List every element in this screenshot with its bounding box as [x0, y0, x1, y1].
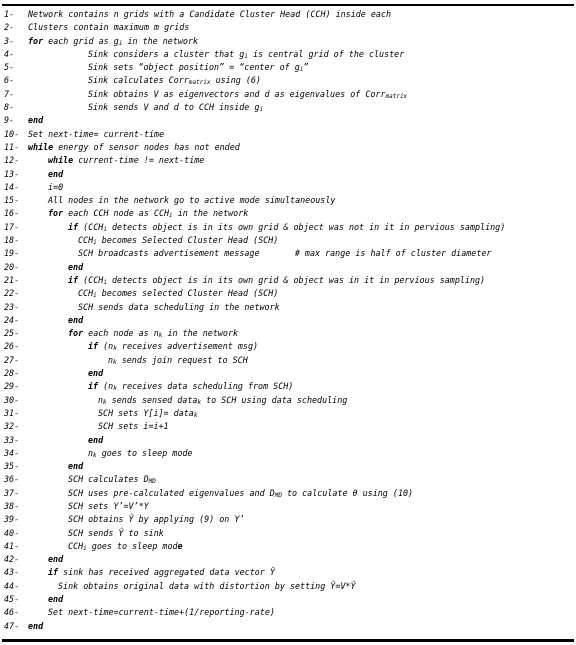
text-segment: in the network — [162, 328, 239, 339]
line-number: 11- — [4, 141, 20, 152]
line-text — [68, 473, 156, 486]
code-line — [4, 367, 572, 380]
line-number: 42- — [4, 554, 20, 565]
line-number: 4- — [4, 48, 15, 59]
subscript: i — [103, 225, 107, 233]
line-text — [68, 487, 413, 500]
line-text — [98, 420, 169, 433]
text-segment: to SCH using data scheduling — [201, 394, 348, 405]
keyword: if — [68, 221, 79, 232]
text-segment: n — [108, 354, 114, 365]
line-text — [68, 261, 83, 274]
line-number: 10- — [4, 128, 20, 139]
line-text — [98, 407, 197, 420]
line-text — [88, 61, 308, 74]
code-lines — [4, 8, 572, 633]
code-line — [4, 48, 572, 61]
text-segment: SCH sends Ŷ to sink — [68, 527, 164, 538]
text-segment: in the network — [122, 35, 199, 46]
line-text — [48, 606, 275, 619]
text-segment: SCH broadcasts advertisement message # max range is half of cluster diameter — [78, 248, 492, 259]
code-line — [4, 234, 572, 247]
line-text — [88, 74, 261, 87]
code-line — [4, 154, 572, 167]
line-number: 36- — [4, 474, 20, 485]
text-segment: Clusters contain maximum m grids — [28, 22, 190, 33]
line-text — [78, 234, 278, 247]
line-number: 43- — [4, 567, 20, 578]
code-line — [4, 247, 572, 260]
code-line — [4, 327, 572, 340]
line-text — [68, 540, 183, 553]
subscript: MD — [148, 478, 156, 486]
keyword: end — [68, 261, 84, 272]
line-number: 21- — [4, 274, 20, 285]
code-line — [4, 88, 572, 101]
line-number: 27- — [4, 354, 20, 365]
text-segment: sends join request to SCH — [116, 354, 248, 365]
text-segment: (CCH — [78, 274, 104, 285]
line-text — [48, 154, 204, 167]
line-number: 16- — [4, 208, 20, 219]
text-segment: SCH uses pre-calculated eigenvalues and D — [68, 487, 275, 498]
line-text — [48, 168, 63, 181]
text-segment: sink has received aggregated data vector Ŷ — [58, 567, 275, 578]
line-text — [88, 367, 103, 380]
code-line — [4, 194, 572, 207]
subscript: matrix — [385, 92, 408, 100]
line-number: 14- — [4, 181, 20, 192]
line-number: 13- — [4, 168, 20, 179]
line-text — [78, 301, 280, 314]
code-line — [4, 8, 572, 21]
text-segment: detects object is in its own grid & object was in it in pervious sampling) — [106, 274, 486, 285]
line-number: 1- — [4, 9, 15, 19]
line-number: 20- — [4, 261, 20, 272]
line-number: 46- — [4, 607, 20, 618]
text-segment: Set next-time= current-time — [28, 128, 165, 139]
line-text — [48, 194, 335, 207]
line-number: 35- — [4, 461, 20, 472]
line-number: 37- — [4, 487, 20, 498]
text-segment: SCH sets i=i+1 — [98, 421, 169, 432]
line-text — [88, 101, 263, 114]
code-line — [4, 354, 572, 367]
keyword: if — [48, 567, 59, 578]
code-line — [4, 407, 572, 420]
code-line — [4, 500, 572, 513]
subscript: k — [113, 385, 117, 393]
line-number: 5- — [4, 62, 15, 73]
text-segment: goes to sleep mode — [96, 447, 193, 458]
line-text — [28, 128, 164, 141]
line-number: 23- — [4, 301, 20, 312]
text-segment: SCH sends data scheduling in the network — [78, 301, 280, 312]
line-number: 3- — [4, 35, 15, 46]
line-text — [28, 114, 43, 127]
code-line — [4, 128, 572, 141]
text-segment: CCH — [78, 235, 94, 246]
line-number: 38- — [4, 500, 20, 511]
text-segment: is central grid of the cluster — [247, 48, 405, 59]
line-text — [78, 287, 278, 300]
text-segment: using (6) — [210, 75, 261, 86]
keyword: end — [68, 314, 84, 325]
subscript: i — [299, 66, 304, 74]
code-line — [4, 287, 572, 300]
line-text — [48, 181, 63, 194]
text-segment: SCH sets Y[i]= data — [98, 407, 194, 418]
code-line — [4, 447, 572, 460]
code-line — [4, 434, 572, 447]
subscript: i — [169, 212, 173, 220]
line-text — [108, 354, 248, 367]
code-line — [4, 380, 572, 393]
line-number: 40- — [4, 527, 20, 538]
keyword: e — [177, 540, 183, 551]
line-text — [88, 48, 404, 61]
keyword: if — [88, 341, 99, 352]
code-line — [4, 261, 572, 274]
text-segment: Network contains n grids with a Candidate Cluster Head (CCH) inside each — [28, 9, 392, 19]
subscript: MD — [274, 491, 282, 499]
text-segment: SCH calculates D — [68, 474, 149, 485]
code-line — [4, 620, 572, 633]
code-line — [4, 527, 572, 540]
code-line — [4, 74, 572, 87]
line-number: 33- — [4, 434, 20, 445]
line-number: 31- — [4, 407, 20, 418]
code-line — [4, 540, 572, 553]
code-line — [4, 101, 572, 114]
line-number: 26- — [4, 341, 20, 352]
text-segment: goes to sleep mod — [86, 540, 178, 551]
code-line — [4, 314, 572, 327]
subscript: k — [113, 345, 117, 353]
text-segment: becomes selected Cluster Head (SCH) — [96, 288, 279, 299]
keyword: end — [88, 368, 104, 379]
line-number: 32- — [4, 421, 20, 432]
keyword: for — [28, 35, 44, 46]
text-segment: sends sensed data — [106, 394, 198, 405]
subscript: i — [93, 239, 97, 247]
line-text — [68, 327, 238, 340]
line-number: 45- — [4, 594, 20, 605]
text-segment: each node as n — [83, 328, 159, 339]
code-line — [4, 340, 572, 353]
bottom-rule — [2, 639, 574, 642]
code-line — [4, 274, 572, 287]
subscript: i — [244, 52, 248, 60]
subscript: k — [103, 398, 107, 406]
line-text — [88, 434, 103, 447]
code-line — [4, 61, 572, 74]
line-number: 34- — [4, 447, 20, 458]
line-number: 2- — [4, 22, 15, 33]
line-text — [68, 500, 149, 513]
text-segment: Sink obtains V as eigenvectors and d as eigenvalues of Corr — [88, 88, 386, 99]
text-segment: in the network — [172, 208, 249, 219]
algorithm-listing — [2, 0, 574, 645]
line-text — [98, 394, 347, 407]
code-line — [4, 460, 572, 473]
code-line — [4, 593, 572, 606]
code-line — [4, 181, 572, 194]
line-number: 25- — [4, 328, 20, 339]
line-number: 44- — [4, 580, 20, 591]
subscript: i — [259, 106, 264, 114]
line-text — [68, 221, 505, 234]
code-line — [4, 301, 572, 314]
text-segment: (n — [98, 341, 114, 352]
text-segment: receives advertisement msg) — [116, 341, 259, 352]
subscript: i — [83, 544, 87, 552]
code-line — [4, 221, 572, 234]
line-number: 22- — [4, 288, 20, 299]
text-segment: n — [98, 394, 104, 405]
line-text — [88, 447, 192, 460]
subscript: k — [113, 358, 117, 366]
subscript: k — [158, 332, 163, 340]
code-line — [4, 553, 572, 566]
subscript: i — [118, 39, 123, 47]
text-segment: Set next-time=current-time+(1/reporting-rate) — [48, 607, 275, 618]
text-segment: to calculate θ using (10) — [281, 487, 414, 498]
line-text — [68, 513, 244, 526]
code-line — [4, 513, 572, 526]
keyword: for — [68, 328, 84, 339]
line-text — [58, 580, 356, 593]
line-number: 9- — [4, 115, 15, 126]
keyword: end — [48, 554, 64, 565]
text-segment: Sink obtains original data with distortion by setting Ŷ=V*Ŷ — [58, 580, 356, 591]
line-number: 12- — [4, 155, 20, 166]
line-text — [68, 314, 83, 327]
line-text — [28, 141, 240, 154]
keyword: if — [68, 274, 79, 285]
line-number: 47- — [4, 620, 20, 631]
text-segment: Sink sends V and d to CCH inside g — [88, 102, 260, 113]
subscript: k — [93, 451, 97, 459]
line-text — [48, 553, 63, 566]
text-segment: CCH — [78, 288, 94, 299]
line-text — [28, 620, 43, 633]
line-number: 7- — [4, 88, 15, 99]
line-text — [88, 380, 293, 393]
keyword: while — [48, 155, 74, 166]
code-line — [4, 21, 572, 34]
code-line — [4, 473, 572, 486]
keyword: if — [88, 381, 99, 392]
code-line — [4, 141, 572, 154]
code-line — [4, 168, 572, 181]
line-number: 28- — [4, 368, 20, 379]
code-line — [4, 207, 572, 220]
code-line — [4, 487, 572, 500]
line-number: 18- — [4, 235, 20, 246]
code-line — [4, 566, 572, 579]
line-number: 8- — [4, 102, 15, 113]
text-segment: energy of sensor nodes has not ended — [53, 141, 240, 152]
keyword: end — [88, 434, 104, 445]
text-segment: current-time != next-time — [73, 155, 205, 166]
keyword: while — [28, 141, 54, 152]
text-segment: Sink considers a cluster that g — [88, 48, 245, 59]
code-line — [4, 394, 572, 407]
line-text — [68, 460, 83, 473]
text-segment: each grid as g — [43, 35, 119, 46]
line-text — [88, 340, 258, 353]
text-segment: SCH obtains Ŷ by applying (9) on Y’ — [68, 514, 245, 525]
line-text — [88, 88, 407, 101]
line-number: 30- — [4, 394, 20, 405]
line-number: 6- — [4, 75, 15, 86]
subscript: i — [103, 278, 107, 286]
keyword: end — [28, 620, 44, 631]
line-text — [48, 566, 275, 579]
code-line — [4, 606, 572, 619]
text-segment: Sink calculates Corr — [88, 75, 189, 86]
line-text — [28, 8, 391, 21]
text-segment: i=0 — [48, 181, 64, 192]
code-line — [4, 420, 572, 433]
text-segment: SCH sets Y’=V’*Y — [68, 500, 149, 511]
text-segment: detects object is in its own grid & object was not in it in pervious sampling) — [106, 221, 506, 232]
line-text — [68, 527, 164, 540]
line-number: 15- — [4, 195, 20, 206]
line-number: 24- — [4, 314, 20, 325]
line-number: 41- — [4, 540, 20, 551]
text-segment: Sink sets “object position” = “center of g — [88, 62, 300, 73]
code-line — [4, 580, 572, 593]
subscript: matrix — [188, 79, 211, 87]
text-segment: n — [88, 447, 94, 458]
subscript: k — [197, 398, 202, 406]
text-segment: ” — [303, 62, 309, 73]
keyword: end — [48, 594, 64, 605]
text-segment: (n — [98, 381, 114, 392]
code-line — [4, 35, 572, 48]
top-rule — [2, 4, 574, 6]
text-segment: (CCH — [78, 221, 104, 232]
keyword: end — [48, 168, 64, 179]
line-text — [48, 207, 248, 220]
subscript: k — [193, 411, 198, 419]
line-number: 29- — [4, 381, 20, 392]
keyword: end — [28, 115, 44, 126]
line-number: 19- — [4, 248, 20, 259]
text-segment: each CCH node as CCH — [63, 208, 170, 219]
line-number: 39- — [4, 514, 20, 525]
line-text — [68, 274, 485, 287]
subscript: i — [93, 292, 97, 300]
text-segment: receives data scheduling from SCH) — [116, 381, 294, 392]
line-text — [28, 21, 189, 34]
keyword: end — [68, 461, 84, 472]
line-text — [28, 35, 198, 48]
keyword: for — [48, 208, 64, 219]
line-text — [48, 593, 63, 606]
line-number: 17- — [4, 221, 20, 232]
line-text — [78, 247, 491, 260]
text-segment: All nodes in the network go to active mode simultaneously — [48, 195, 336, 206]
code-line — [4, 114, 572, 127]
text-segment: becomes Selected Cluster Head (SCH) — [96, 235, 279, 246]
text-segment: CCH — [68, 540, 84, 551]
